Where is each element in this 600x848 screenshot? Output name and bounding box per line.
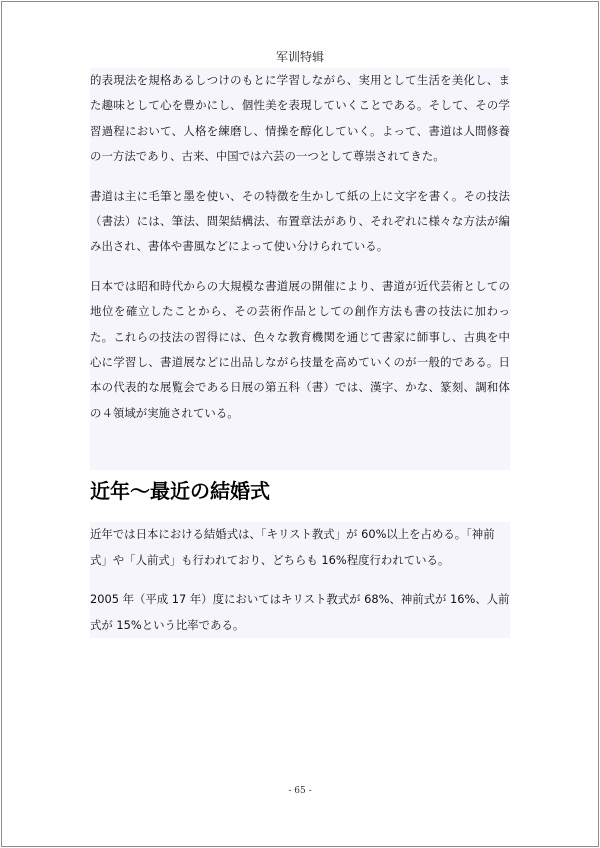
page-number: - 65 -	[288, 786, 312, 796]
paragraph-gap	[90, 260, 510, 274]
paragraph-wedding-share: 近年では日本における結婚式は、「キリスト教式」が 60%以上を占める。「神前式」や「人前式」も行われており、どちらも 16%程度行われている。	[90, 522, 510, 573]
paragraph-gap	[90, 426, 510, 470]
document-body	[90, 68, 510, 638]
section-heading: 近年～最近の結婚式	[90, 479, 270, 504]
paragraph-gap	[90, 170, 510, 184]
paragraph-wedding-2005: 2005 年（平成 17 年）度においてはキリスト教式が 68%、神前式が 16%、人前式が 15%という比率である。	[90, 587, 510, 638]
page-header: 军训特辑	[275, 50, 324, 64]
paragraph-shodo-technique: 書道は主に毛筆と墨を使い、その特徴を生かして紙の上に文字を書く。その技法（書法）には、筆法、間架結構法、布置章法があり、それぞれに様々な方法が編み出され、書体や書風などによって使い分けられている。	[90, 184, 510, 260]
paragraph-shodo-japan: 日本では昭和時代からの大規模な書道展の開催により、書道が近代芸術としての地位を確立したことから、その芸術作品としての創作方法も書の技法に加わった。これらの技法の習得には、色々な教育機関を通じて書家に師事し、古典を中心に学習し、書道展などに出品しながら技量を高めていくのが一般的である。日本の代表的な展覧会である日展の第五科（書）では、漢字、かな、篆刻、調和体の４領域が実施されている。	[90, 274, 510, 426]
paragraph-shodo-definition: 的表現法を規格あるしつけのもとに学習しながら、実用として生活を美化し、また趣味として心を豊かにし、個性美を表現していくことである。そして、その学習過程において、人格を練磨し、情操を醇化していく。よって、書道は人間修養の一方法であり、古来、中国では六芸の一つとして尊崇されてきた。	[90, 68, 510, 170]
paragraph-gap	[90, 573, 510, 587]
